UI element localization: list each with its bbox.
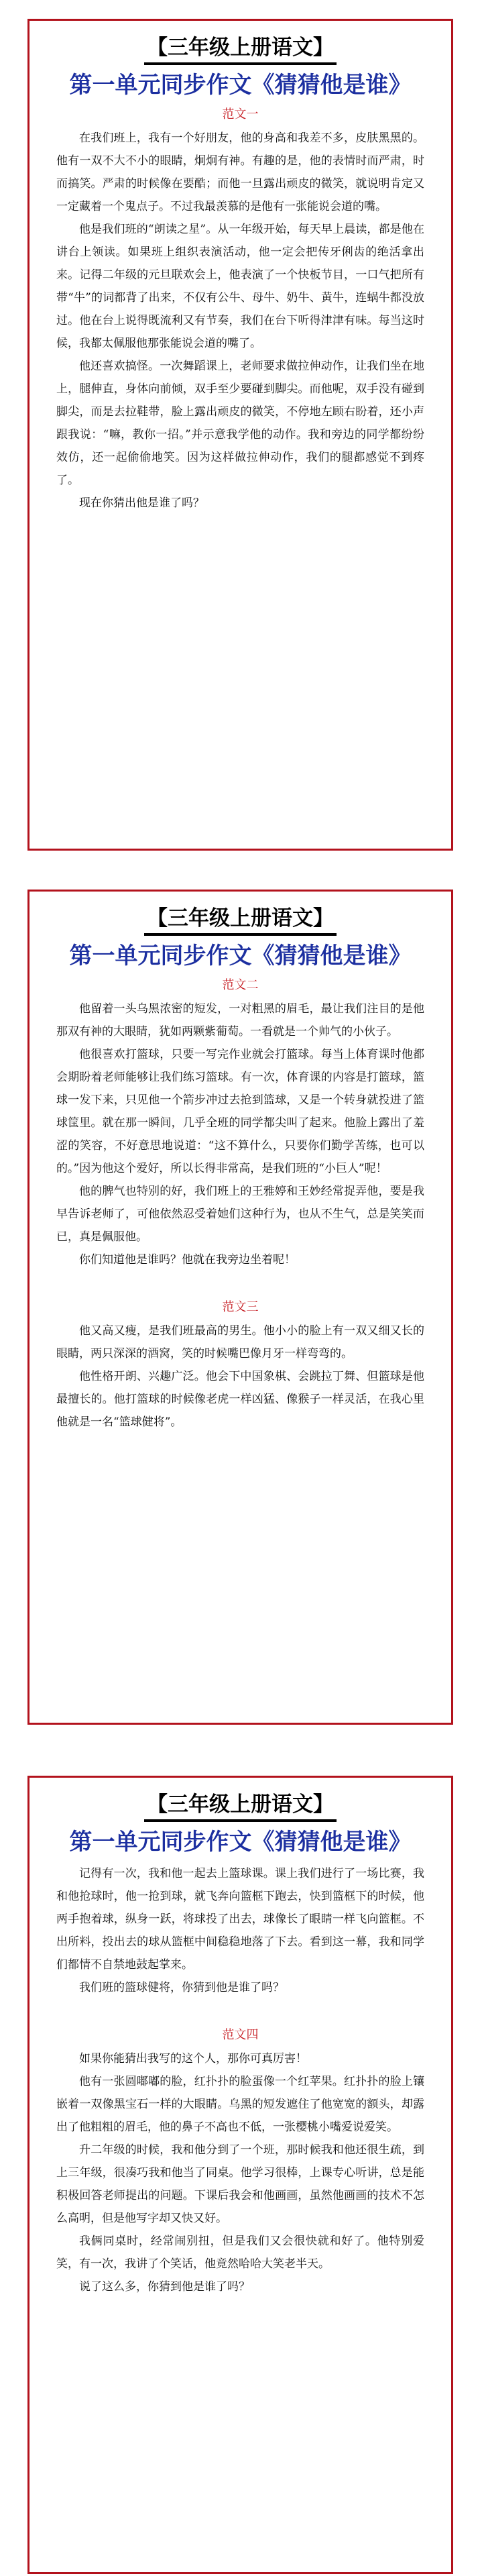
essay-body bbox=[29, 998, 451, 1271]
essay-body bbox=[29, 2047, 451, 2298]
essay-label: 范文四 bbox=[222, 2028, 259, 2042]
paragraph: 他的脾气也特别的好，我们班上的王雅婷和王妙经常捉弄他，要是我早告诉老师了，可他依然忍受着她们这种行为，也从不生气，总是笑笑而已，真是佩服他。 bbox=[56, 1185, 424, 1244]
paragraph: 说了这么多，你猜到他是谁了吗？ bbox=[79, 2280, 250, 2294]
grade-heading-text: 【三年级上册语文】 bbox=[144, 34, 337, 65]
essay-label: 范文一 bbox=[222, 107, 259, 121]
essay-body bbox=[29, 127, 451, 515]
unit-title: 第一单元同步作文《猜猜他是谁》 bbox=[69, 943, 412, 969]
page-three bbox=[27, 1776, 453, 2574]
paragraph: 你们知道他是谁吗？他就在我旁边坐着呢！ bbox=[79, 1253, 296, 1267]
grade-heading bbox=[29, 34, 451, 65]
paragraph: 记得有一次，我和他一起去上篮球课。课上我们进行了一场比赛，我和他抢球时，他一抢到球，就飞奔向篮框下跑去，快到篮框下的时候，他两手抱着球，纵身一跃，将球投了出去，球像长了眼睛一样飞向篮框。不出所料，投出去的球从篮框中间稳稳地落了下去。看到这一幕，我和同学们都情不自禁地鼓起掌来。 bbox=[56, 1867, 424, 1972]
paragraph: 现在你猜出他是谁了吗？ bbox=[79, 496, 204, 510]
paragraph: 他又高又瘦，是我们班最高的男生。他小小的脸上有一双又细又长的眼睛，两只深深的酒窝，笑的时候嘴巴像月牙一样弯弯的。 bbox=[56, 1324, 424, 1360]
essay-body bbox=[29, 1862, 451, 1999]
page-two bbox=[27, 890, 453, 1725]
paragraph: 他还喜欢搞怪。一次舞蹈课上，老师要求做拉伸动作，让我们坐在地上，腿伸直，身体向前倾，双手至少要碰到脚尖。而他呢，双手没有碰到脚尖，而是去拉鞋带，脸上露出顽皮的微笑，不停地左顾右盼着，还小声跟我说：“嘛，教你一招。”并示意我学他的动作。我和旁边的同学都纷纷效仿，还一起偷偷地笑。因为这样做拉伸动作，我们的腿都感觉不到疼了。 bbox=[56, 360, 424, 487]
essay-label: 范文二 bbox=[222, 978, 259, 992]
unit-title: 第一单元同步作文《猜猜他是谁》 bbox=[69, 1829, 412, 1856]
paragraph: 我俩同桌时，经常闹别扭，但是我们又会很快就和好了。他特别爱笑，有一次，我讲了个笑话，他竟然哈哈大笑老半天。 bbox=[56, 2235, 424, 2271]
paragraph: 我们班的篮球健将，你猜到他是谁了吗？ bbox=[79, 1981, 284, 1994]
paragraph: 他很喜欢打篮球，只要一写完作业就会打篮球。每当上体育课时他都会期盼着老师能够让我们练习篮球。有一次，体育课的内容是打篮球，篮球一发下来，只见他一个箭步冲过去抢到篮球，又是一个转身就投进了篮球筐里。就在那一瞬间，几乎全班的同学都尖叫了起来。他脸上露出了羞涩的笑容，不好意思地说道：“这不算什么，只要你们勤学苦练，也可以的。”因为他这个爱好，所以长得非常高，是我们班的“小巨人”呢！ bbox=[56, 1048, 424, 1175]
paragraph: 他性格开朗、兴趣广泛。他会下中国象棋、会跳拉丁舞、但篮球是他最擅长的。他打篮球的时候像老虎一样凶猛、像猴子一样灵活，在我心里他就是一名“篮球健将”。 bbox=[56, 1370, 424, 1429]
grade-heading-text: 【三年级上册语文】 bbox=[144, 1791, 337, 1822]
paragraph: 他留着一头乌黑浓密的短发，一对粗黑的眉毛，最让我们注目的是他那双有神的大眼睛，犹如两颗紫葡萄。一看就是一个帅气的小伙子。 bbox=[56, 1002, 424, 1038]
page-one bbox=[27, 19, 453, 851]
essay-body bbox=[29, 1320, 451, 1434]
paragraph: 他有一张圆嘟嘟的脸，红扑扑的脸蛋像一个红苹果。红扑扑的脸上镶嵌着一双像黑宝石一样的大眼睛。乌黑的短发遮住了他宽宽的额头，却露出了他粗粗的眉毛，他的鼻子不高也不低，一张樱桃小嘴爱说爱笑。 bbox=[56, 2075, 424, 2134]
unit-title: 第一单元同步作文《猜猜他是谁》 bbox=[69, 72, 412, 99]
paragraph: 他是我们班的“朗读之星”。从一年级开始，每天早上晨读，都是他在讲台上领读。如果班上组织表演活动，他一定会把传牙俐齿的绝活拿出来。记得二年级的元旦联欢会上，他表演了一个快板节目，一口气把所有带“牛”的词都背了出来，不仅有公牛、母牛、奶牛、黄牛，连蜗牛都没放过。他在台上说得既流利又有节奏，我们在台下听得津津有味。每当这时候，我都太佩服他那张能说会道的嘴了。 bbox=[56, 223, 424, 350]
paragraph: 在我们班上，我有一个好朋友，他的身高和我差不多，皮肤黑黑的。他有一双不大不小的眼睛，炯炯有神。有趣的是，他的表情时而严肃，时而搞笑。严肃的时候像在要酷；而他一旦露出顽皮的微笑，就说明肯定又一定藏着一个鬼点子。不过我最羡慕的是他有一张能说会道的嘴。 bbox=[56, 131, 424, 213]
essay-label: 范文三 bbox=[222, 1300, 259, 1314]
grade-heading bbox=[29, 1791, 451, 1822]
paragraph: 如果你能猜出我写的这个人，那你可真厉害！ bbox=[79, 2052, 307, 2065]
grade-heading-text: 【三年级上册语文】 bbox=[144, 905, 337, 936]
grade-heading bbox=[29, 905, 451, 936]
paragraph: 升二年级的时候，我和他分到了一个班，那时候我和他还很生疏，到上三年级，很凑巧我和他当了同桌。他学习很棒，上课专心听讲，总是能积极回答老师提出的问题。下课后我会和他画画，虽然他画画的技术不怎么高明，但是他写字却又快又好。 bbox=[56, 2143, 424, 2225]
